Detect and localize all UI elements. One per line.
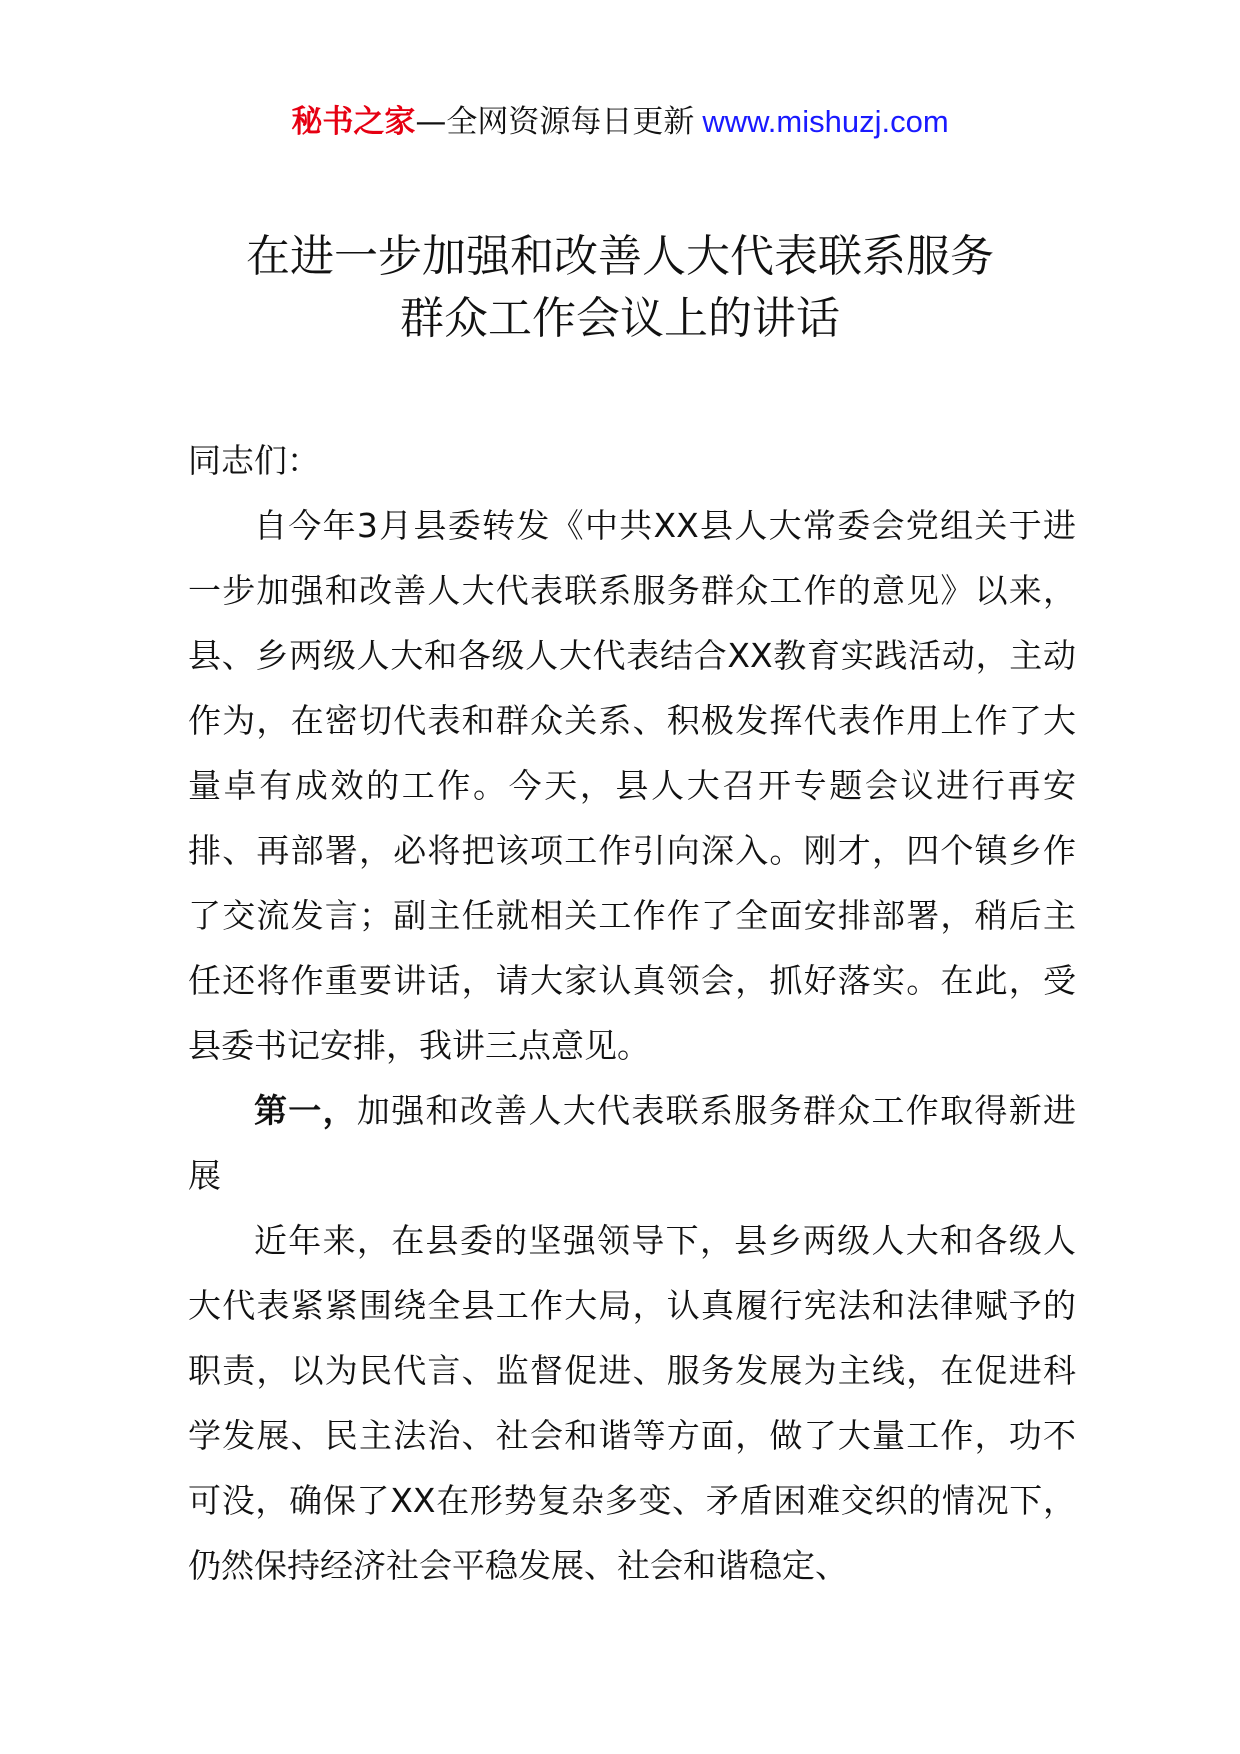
salutation: 同志们： <box>188 441 320 480</box>
paragraph-section-1: 近年来，在县委的坚强领导下，县乡两级人大和各级人大代表紧紧围绕全县工作大局，认真履行宪法和法律赋予的职责，以为民代言、监督促进、服务发展为主线，在促进科学发展、民主法治、社会和谐等方面，做了大量工作，功不可没，确保了XX在形势复杂多变、矛盾困难交织的情况下，仍然保持经济社会平稳发展、社会和谐稳定、 <box>188 1221 1076 1585</box>
site-url-link[interactable]: www.mishuzj.com <box>702 104 949 139</box>
document-body <box>188 428 1076 1598</box>
section-heading-1 <box>188 1078 1076 1208</box>
document-title <box>0 226 1240 350</box>
section-heading-1-lead: 第一， <box>254 1091 357 1130</box>
site-header <box>0 100 1240 144</box>
title-line-1: 在进一步加强和改善人大代表联系服务 <box>246 231 994 282</box>
paragraph-intro: 自今年3月县委转发《中共XX县人大常委会党组关于进一步加强和改善人大代表联系服务群众工作的意见》以来，县、乡两级人大和各级人大代表结合XX教育实践活动，主动作为，在密切代表和群众关系、积极发挥代表作用上作了大量卓有成效的工作。今天，县人大召开专题会议进行再安排、再部署，必将把该项工作引向深入。刚才，四个镇乡作了交流发言；副主任就相关工作作了全面安排部署，稍后主任还将作重要讲话，请大家认真领会，抓好落实。在此，受县委书记安排，我讲三点意见。 <box>188 506 1076 1065</box>
header-slogan: —全网资源每日更新 <box>415 104 695 140</box>
section-heading-1-text: 加强和改善人大代表联系服务群众工作取得新进展 <box>188 1091 1077 1195</box>
brand-name: 秘书之家 <box>291 104 416 140</box>
title-line-2: 群众工作会议上的讲话 <box>400 293 840 344</box>
